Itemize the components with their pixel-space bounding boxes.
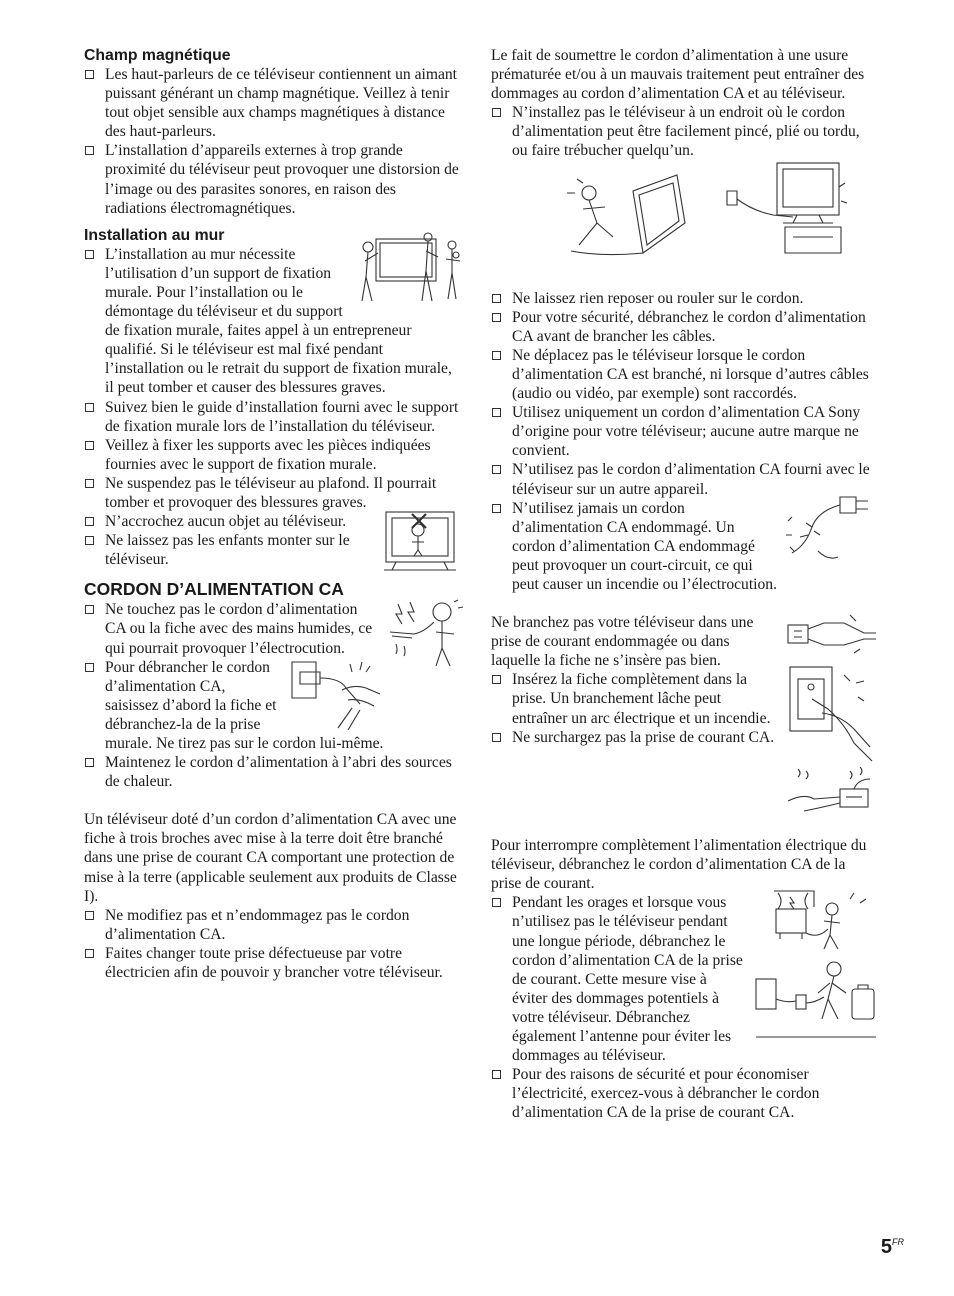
list-item-unplug [84, 658, 460, 753]
trip-over-cord-illustration [563, 171, 687, 263]
list-item-text: Ne touchez pas le cordon d’alimentation CA ou la fiche avec des mains humides, ce qui pourrait provoquer l’électrocution. [105, 601, 373, 657]
page-number [881, 1236, 904, 1259]
list-item: Pour votre sécurité, débranchez le cordon d’alimentation CA avant de brancher les câbles. [491, 308, 872, 346]
list-item: Ne modifiez pas et n’endommagez pas le cordon d’alimentation CA. [84, 906, 460, 944]
list-item: Veillez à fixer les supports avec les pièces indiquées fournies avec le support de fixation murale. [84, 436, 460, 474]
list-item: Ne déplacez pas le téléviseur lorsque le cordon d’alimentation CA est branché, ni lorsque d’autres câbles (audio ou vidéo, par exemple) sont raccordés. [491, 346, 872, 403]
outlet-section [491, 613, 872, 747]
section-title-cordon: CORDON D’ALIMENTATION CA [84, 579, 344, 600]
list-item: N’utilisez pas le cordon d’alimentation CA fourni avec le téléviseur sur un autre appareil. [491, 460, 872, 498]
page-language-suffix: FR [892, 1237, 904, 1247]
paragraph-outlet: Ne branchez pas votre téléviseur dans une prise de courant endommagée ou dans laquelle la fiche ne s’insère pas bien. [491, 614, 754, 670]
list-item: Pour des raisons de sécurité et pour économiser l’électricité, exercez-vous à débrancher le cordon d’alimentation CA de la prise de courant CA. [491, 1065, 872, 1122]
list-item: Ne laissez pas les enfants monter sur le téléviseur. [84, 531, 460, 569]
list-item-text: Pendant les orages et lorsque vous n’utilisez pas le téléviseur pendant une longue période, débranchez le cordon d’alimentation CA de la prise de courant. Cette mesure vise à éviter des dommages potentiels à votre téléviseur. Débranchez également l’antenne pour éviter les dommages au téléviseur. [512, 894, 743, 1065]
list-item: N’installez pas le téléviseur à un endroit où le cordon d’alimentation peut être facilement pincé, plié ou tordu, ou faire trébucher quelqu’un. [491, 103, 872, 160]
list-item: Utilisez uniquement un cordon d’alimentation CA Sony d’origine pour votre téléviseur; aucune autre marque ne convient. [491, 403, 872, 460]
storm-illustration [754, 889, 878, 953]
pinch-trip-illustrations [491, 161, 872, 289]
left-column [84, 46, 460, 982]
list-item-storm [491, 893, 872, 1065]
list-item-text: Pour débrancher le cordon d’alimentation CA, saisissez d’abord la fiche et débranchez-la de la prise murale. Ne tirez pas sur le cordon lui-même. [105, 658, 384, 752]
list-item-tv-hang [84, 512, 460, 531]
page-number-value: 5 [880, 1236, 892, 1258]
leaving-home-illustration [754, 959, 878, 1041]
list-item: Les haut-parleurs de ce téléviseur contiennent un aimant puissant générant un champ magnétique. Veillez à tenir tout objet sensible aux champs magnétiques à distance des haut-parleurs. [84, 65, 460, 141]
list-item-damaged-cord [491, 499, 872, 594]
section-title-champ: Champ magnétique [84, 47, 231, 64]
wall-install-illustration [356, 231, 466, 307]
list-item: Suivez bien le guide d’installation fourni avec le support de fixation murale lors de l’installation du téléviseur. [84, 398, 460, 436]
list-item: Ne surchargez pas la prise de courant CA. [491, 728, 872, 747]
list-item-wet-hands [84, 600, 460, 657]
unplug-illustration [290, 658, 382, 730]
list-item-wall [84, 245, 460, 398]
list-item: Faites changer toute prise défectueuse par votre électricien afin de pouvoir y brancher votre téléviseur. [84, 944, 460, 982]
list-item: L’installation d’appareils externes à trop grande proximité du téléviseur peut provoquer une distorsion de l’image ou des parasites sonores, en raison des radiations électromagnétiques. [84, 141, 460, 217]
pinched-cord-illustration [723, 161, 847, 257]
list-item: Maintenez le cordon d’alimentation à l’abri des sources de chaleur. [84, 753, 460, 791]
paragraph-ground: Un téléviseur doté d’un cordon d’alimentation CA avec une fiche à trois broches avec mise à la terre doit être branché dans une prise de courant CA comportant une protection de mise à la terre (applicable seulement aux produits de Classe I). [84, 811, 457, 905]
right-column [491, 46, 872, 1122]
list-item: Ne suspendez pas le téléviseur au plafond. Il pourrait tomber et provoquer des blessures graves. [84, 474, 460, 512]
list-item-text: N’accrochez aucun objet au téléviseur. [105, 513, 347, 531]
overload-outlet-illustration [784, 767, 878, 817]
list-item: Ne laissez rien reposer ou rouler sur le cordon. [491, 289, 872, 308]
list-item-text: N’utilisez jamais un cordon d’alimentation CA endommagé. Un cordon d’alimentation CA endommagé peut provoquer un court-circuit, ce qui peut causer un incendie ou l’électrocution. [512, 499, 777, 593]
damaged-cord-illustration [778, 491, 874, 571]
paragraph-interrupt: Pour interrompre complètement l’alimentation électrique du téléviseur, débranchez le cordon d’alimentation CA de la prise de courant. [491, 837, 867, 893]
list-item-text: L’installation au mur nécessite l’utilisation d’un support de fixation murale. Pour l’installation ou le démontage du téléviseur et du support de fixation murale, faites appel à un entrepreneur qualifié. Si le téléviseur est mal fixé pendant l’installation ou le retrait du support de fixation murale, il peut tomber et causer des blessures graves. [105, 245, 452, 397]
damaged-plug-illustration [784, 609, 878, 659]
list-item: Insérez la fiche complètement dans la prise. Un branchement lâche peut entraîner un arc électrique et un incendie. [491, 670, 872, 727]
storm-unplug-illustrations [754, 889, 878, 1041]
paragraph-wear: Le fait de soumettre le cordon d’alimentation à une usure prématurée et/ou à un mauvais traitement peut entraîner des dommages au cordon d’alimentation CA et au téléviseur. [491, 47, 865, 103]
section-title-mur: Installation au mur [84, 226, 225, 244]
